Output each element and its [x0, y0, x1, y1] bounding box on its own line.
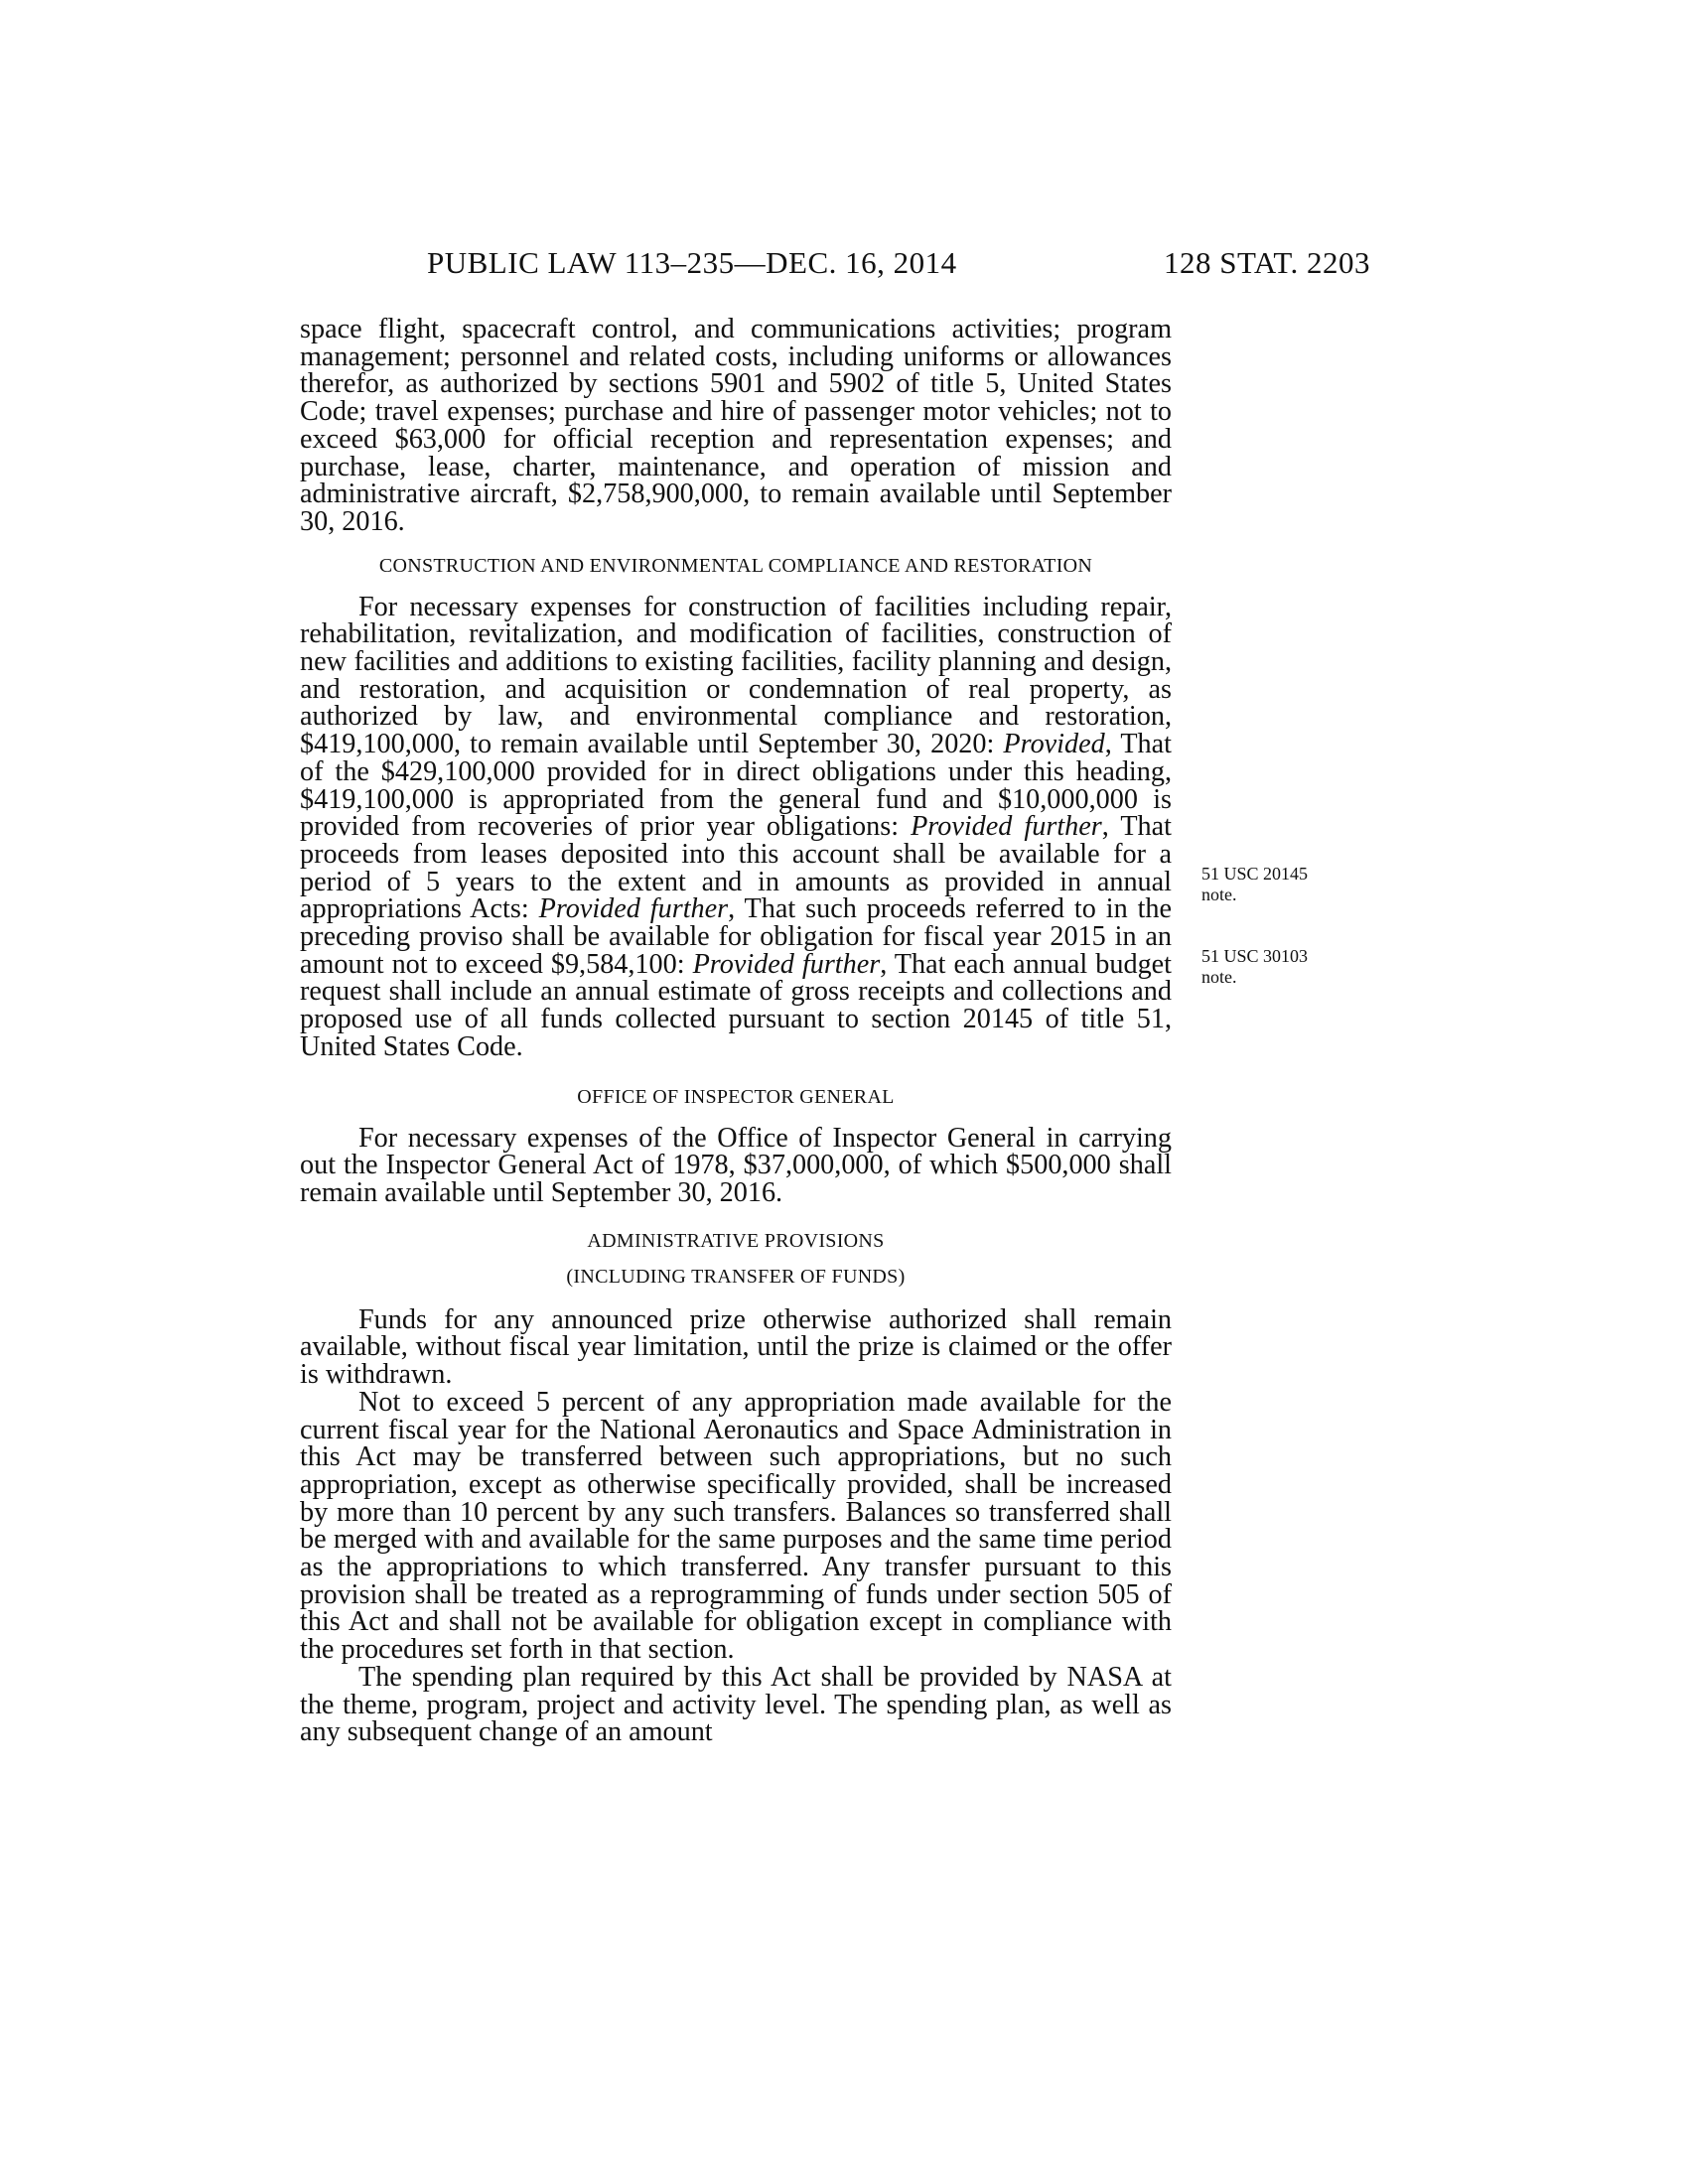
paragraph-continuation: space flight, spacecraft control, and communications activities; program management; personnel and related costs, including uniforms or allowances therefor, as authorized by sections 5901 and 5902 of title 5, United States Code; travel expenses; purchase and hire of passenger motor vehicles; not to exceed $63,000 for official reception and representation expenses; and purchase, lease, charter, maintenance, and operation of mission and administrative aircraft, $2,758,900,000, to remain available until September 30, 2016.: [300, 314, 1172, 537]
section-heading-construction: CONSTRUCTION AND ENVIRONMENTAL COMPLIANCE AND RESTORATION: [378, 554, 1093, 577]
header-title: PUBLIC LAW 113–235—DEC. 16, 2014: [427, 245, 957, 280]
paragraph-spending-plan: The spending plan required by this Act shall be provided by NASA at the theme, program, project and activity level. The spending plan, as well as any subsequent change of an amount: [300, 1661, 1172, 1748]
header-page-number: 128 STAT. 2203: [1163, 245, 1370, 280]
paragraph-transfers: Not to exceed 5 percent of any appropriation made available for the current fiscal year for the National Aeronautics and Space Administration in this Act may be transferred between such appropriations, but no such appropriation, except as otherwise specifically provided, shall be increased by more than 10 percent by any such transfers. Balances so transferred shall be merged with and available for the same purposes and the same time period as the appropriations to which transferred. Any transfer pursuant to this provision shall be treated as a reprogramming of funds under section 505 of this Act and shall not be available for obligation except in compliance with the procedures set forth in that section.: [300, 1386, 1172, 1666]
margin-note-usc-20145: 51 USC 20145 note.: [1201, 864, 1309, 904]
section-subheading-transfer-of-funds: (INCLUDING TRANSFER OF FUNDS): [566, 1265, 906, 1288]
margin-note-usc-30103: 51 USC 30103 note.: [1201, 946, 1309, 987]
running-header: [298, 245, 1370, 285]
document-body: [300, 316, 1172, 1746]
paragraph-prize-funds: Funds for any announced prize otherwise authorized shall remain available, without fiscal year limitation, until the prize is claimed or the offer is withdrawn.: [300, 1303, 1172, 1391]
paragraph-inspector-general: For necessary expenses of the Office of Inspector General in carrying out the Inspector General Act of 1978, $37,000,000, of which $500,000 shall remain available until September 30, 2016.: [300, 1122, 1172, 1208]
section-heading-inspector-general: OFFICE OF INSPECTOR GENERAL: [577, 1085, 895, 1108]
paragraph-construction: For necessary expenses for construction of facilities including repair, rehabilitation, revitalization, and modification of facilities, construction of new facilities and additions to existing facilities, facility planning and design, and restoration, and acquisition or condemnation of real property, as authorized by law, and environmental compliance and restoration, $419,100,000, to remain available until September 30, 2020: Provided, That of the $429,100,000 provided for in direct obligations under this heading, $419,100,000 is appropriated from the general fund and $10,000,000 is provided from recoveries of prior year obligations: Provided further, That proceeds from leases deposited into this account shall be available for a period of 5 years to the extent and in amounts as provided in annual appropriations Acts: Provided further, That such proceeds referred to in the preceding proviso shall be available for obligation for fiscal year 2015 in an amount not to exceed $9,584,100: Provided further, That each annual budget request shall include an annual estimate of gross receipts and collections and proposed use of all funds collected pursuant to section 20145 of title 51, United States Code.: [300, 591, 1173, 1062]
section-heading-administrative-provisions: ADMINISTRATIVE PROVISIONS: [587, 1229, 885, 1252]
